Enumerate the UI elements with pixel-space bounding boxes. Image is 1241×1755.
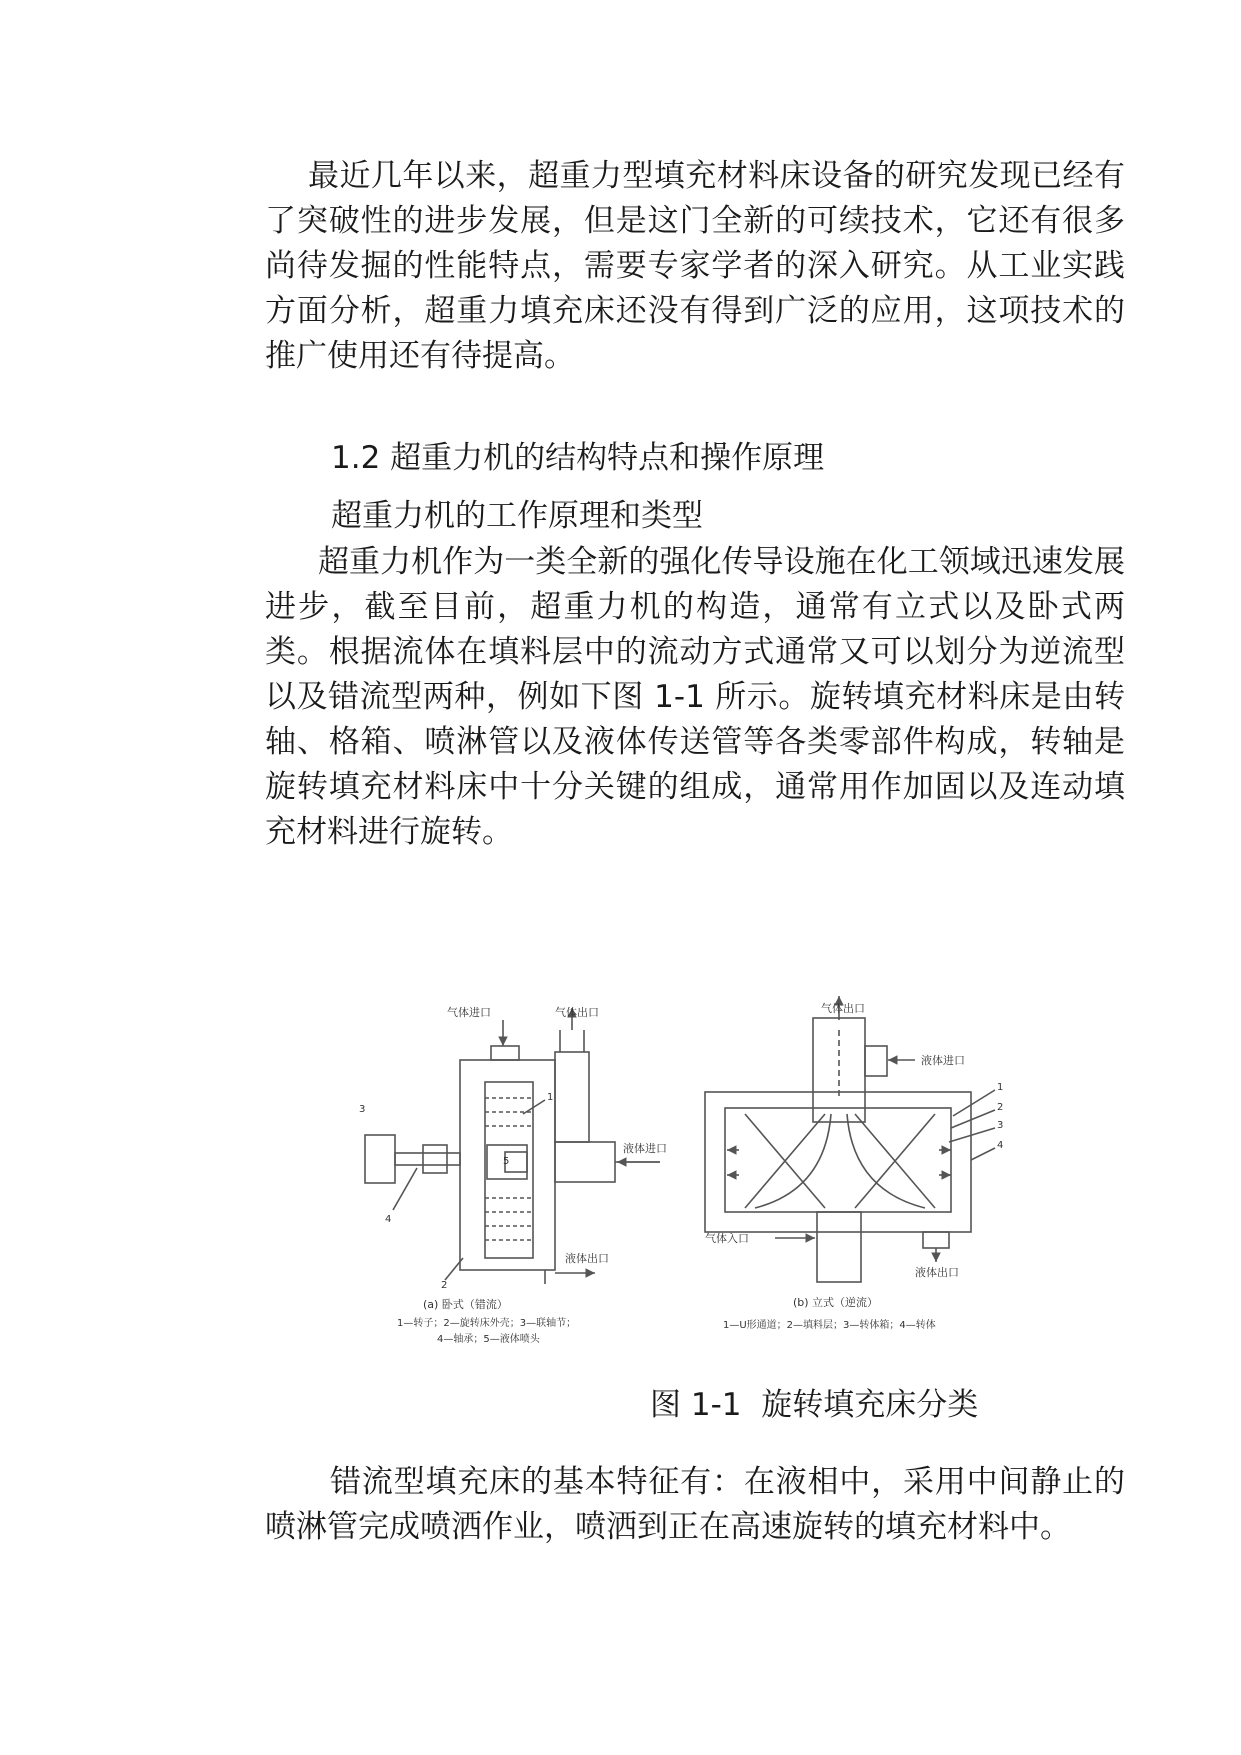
left-legend-line1: 1—转子；2—旋转床外壳；3—联轴节； [397, 1318, 577, 1329]
figure-caption: 图 1-1 旋转填充床分类 [650, 1387, 979, 1423]
left-subcaption: (a) 卧式（错流） [423, 1298, 508, 1311]
left-num-2: 2 [441, 1280, 448, 1291]
right-num-2: 2 [997, 1102, 1004, 1113]
right-num-3: 3 [997, 1120, 1004, 1131]
left-num-4: 4 [385, 1214, 392, 1225]
right-gas-outlet-label: 气体出口 [821, 1002, 865, 1015]
right-liquid-inlet-label: 液体进口 [921, 1054, 965, 1067]
right-liquid-outlet-label: 液体出口 [915, 1266, 959, 1279]
subsection-heading: 超重力机的工作原理和类型 [331, 498, 703, 534]
intro-paragraph: 最近几年以来，超重力型填充材料床设备的研究发现已经有了突破性的进步发展，但是这门全新的可续技术，它还有很多尚待发掘的性能特点，需要专家学者的深入研究。从工业实践方面分析，超重力填充床还没有得到广泛的应用，这项技术的推广使用还有待提高。 [265, 158, 1125, 374]
right-gas-inlet-label: 气体入口 [705, 1232, 749, 1245]
rotating-packed-bed-figure [355, 990, 1115, 1390]
left-num-1: 1 [547, 1092, 554, 1103]
right-subcaption: (b) 立式（逆流） [793, 1296, 879, 1309]
right-num-1: 1 [997, 1082, 1004, 1093]
left-liquid-outlet-label: 液体出口 [565, 1252, 609, 1265]
right-num-4: 4 [997, 1140, 1004, 1151]
left-gas-inlet-label: 气体进口 [447, 1006, 491, 1019]
left-legend-line2: 4—轴承；5—液体喷头 [437, 1334, 540, 1345]
section-heading: 1.2 超重力机的结构特点和操作原理 [331, 440, 825, 476]
horizontal-rpb-diagram [365, 1008, 660, 1284]
crossflow-paragraph: 错流型填充床的基本特征有：在液相中，采用中间静止的喷淋管完成喷洒作业，喷洒到正在高速旋转的填充材料中。 [265, 1464, 1125, 1545]
right-legend: 1—U形通道；2—填料层；3—转体箱；4—转体 [723, 1320, 936, 1331]
left-num-3: 3 [359, 1104, 366, 1115]
left-liquid-inlet-label: 液体进口 [623, 1142, 667, 1155]
figure-diagram [355, 990, 1115, 1390]
left-num-5: 5 [503, 1156, 510, 1167]
left-gas-outlet-label: 气体出口 [555, 1006, 599, 1019]
principle-paragraph: 超重力机作为一类全新的强化传导设施在化工领域迅速发展进步，截至目前，超重力机的构造，通常有立式以及卧式两类。根据流体在填料层中的流动方式通常又可以划分为逆流型以及错流型两种，例如下图 1-1 所示。旋转填充材料床是由转轴、格箱、喷淋管以及液体传送管等各类零部件构成，转轴是旋转填充材料床中十分关键的组成，通常用作加固以及连动填充材料进行旋转。 [265, 544, 1125, 850]
